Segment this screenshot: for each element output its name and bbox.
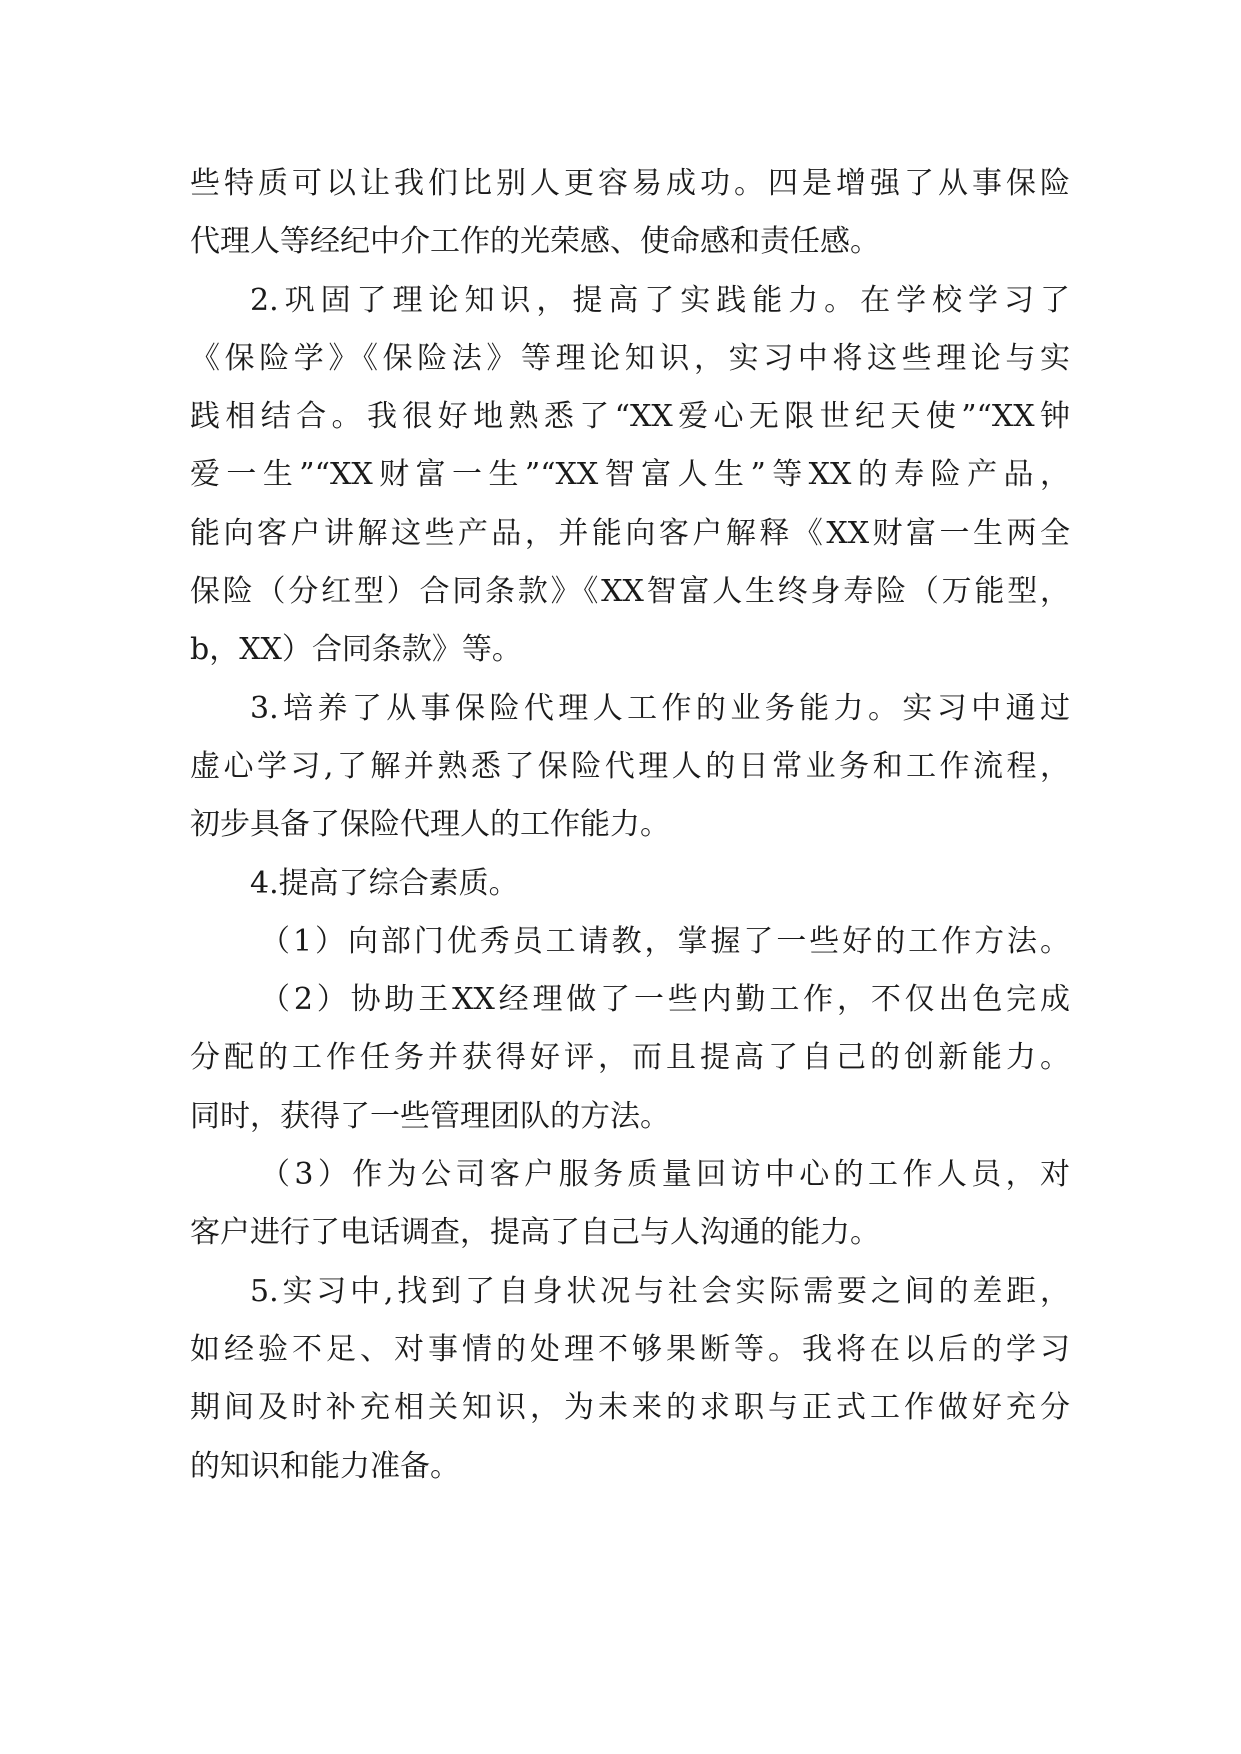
text-line: 分配的工作任务并获得好评，而且提高了自己的创新能力。 xyxy=(190,1040,1070,1076)
text-line: 虚心学习,了解并熟悉了保险代理人的日常业务和工作流程， xyxy=(190,748,1070,784)
text-line: 《保险学》《保险法》等理论知识，实习中将这些理论与实 xyxy=(190,340,1070,376)
text-line: 爱一生”“XX财富一生”“XX智富人生”等XX的寿险产品， xyxy=(190,457,1070,493)
text-line: 些特质可以让我们比别人更容易成功。四是增强了从事保险 xyxy=(190,166,1070,201)
text-line: 如经验不足、对事情的处理不够果断等。我将在以后的学习 xyxy=(190,1331,1070,1367)
text-line: 初步具备了保险代理人的工作能力。 xyxy=(190,807,670,843)
text-line: 3.培养了从事保险代理人工作的业务能力。实习中通过 xyxy=(250,690,1070,726)
document-body xyxy=(190,155,1070,1496)
text-line: b，XX）合同条款》等。 xyxy=(190,632,522,668)
text-line: 同时，获得了一些管理团队的方法。 xyxy=(190,1098,670,1134)
text-line: 代理人等经纪中介工作的光荣感、使命感和责任感。 xyxy=(190,224,880,260)
text-line: （2）协助王XX经理做了一些内勤工作，不仅出色完成 xyxy=(260,982,1070,1018)
text-line: （1）向部门优秀员工请教，掌握了一些好的工作方法。 xyxy=(260,923,1070,959)
text-line: 2.巩固了理论知识，提高了实践能力。在学校学习了 xyxy=(250,282,1070,318)
text-line: 客户进行了电话调查，提高了自己与人沟通的能力。 xyxy=(190,1215,880,1251)
text-line: 能向客户讲解这些产品，并能向客户解释《XX财富一生两全 xyxy=(190,515,1070,551)
text-line: 保险（分红型）合同条款》《XX智富人生终身寿险（万能型， xyxy=(190,574,1070,610)
text-line: 4.提高了综合素质。 xyxy=(250,865,519,901)
text-line: 5.实习中,找到了自身状况与社会实际需要之间的差距， xyxy=(250,1273,1070,1309)
text-line: 践相结合。我很好地熟悉了“XX爱心无限世纪天使”“XX钟 xyxy=(190,399,1070,435)
text-line: 的知识和能力准备。 xyxy=(190,1448,460,1484)
text-line: 期间及时补充相关知识，为未来的求职与正式工作做好充分 xyxy=(190,1390,1070,1426)
text-line: （3）作为公司客户服务质量回访中心的工作人员，对 xyxy=(260,1157,1070,1193)
